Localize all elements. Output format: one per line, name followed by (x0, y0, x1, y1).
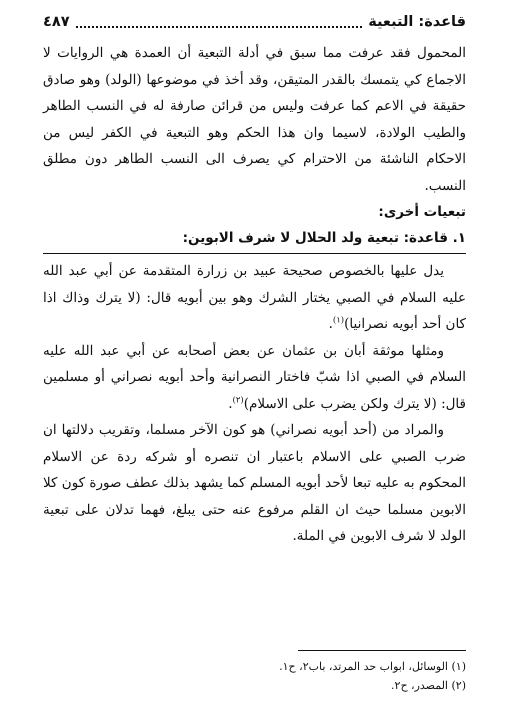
footnote-ref[interactable]: (٢) (232, 395, 244, 405)
page-number: ٤٨٧ (43, 14, 70, 30)
running-header (43, 6, 466, 32)
text-line: دلالتها ان ضرب الصبي على الاسلام باعتبار ان تنصره أو شركه ردة عن (43, 422, 467, 465)
rule-heading-text: ١. قاعدة: تبعية ولد الحلال لا شرف الابوين: (182, 230, 466, 246)
text-line: صورة كون كلا الابوين مسلما حيث ان القلم مرفوع عنه حتى يبلغ، فهما (43, 475, 466, 518)
text-line: من الاحكام الناشئة من الاحترام كي يصرف الى النسب الطاهر دون (43, 124, 466, 167)
header-dotted-leader (76, 25, 363, 28)
text-line: الله عليه السلام في الصبي يختار الشرك وهو بين أبويه قال: (لا يترك وذاك اذا كان (43, 263, 466, 332)
footnotes (43, 657, 466, 695)
text-line: ومثلها موثقة أبان بن عثمان عن بعض أصحابه عن أبي عبد الله عليه السلام (43, 342, 467, 385)
heading-underline (43, 253, 466, 254)
text-line: المحمول فقد عرفت مما سبق في أدلة التبعية أن العمدة هي الروايات لا (43, 45, 466, 61)
text-line: الاجماع كي يتمسك بالقدر المتيقن، وقد أخذ في موضوعها (الولد) وهو (79, 71, 467, 88)
paragraph-evidence-2 (43, 338, 466, 418)
footnote-item: (١) الوسائل، ابواب حد المرتد، باب٢، ح١. (279, 660, 466, 673)
text-line: مطلق النسب. (43, 151, 466, 194)
paragraph-evidence-1 (43, 258, 466, 338)
text-line: أحد أبويه نصرانيا) (344, 316, 442, 332)
sentence-end: . (328, 316, 333, 332)
sentence-end: . (228, 395, 233, 412)
section-heading: تبعيات أخرى: (378, 204, 466, 220)
paragraph-explanation (43, 417, 466, 550)
running-title: قاعدة: التبعية (368, 14, 466, 30)
text-line: في الصبي اذا شبّ فاختار النصرانية وأحد أبويه نصراني أو مسلمين قال: (43, 369, 466, 412)
text-line: الطاهر والطيب الولادة، لاسيما وان هذا الحكم وهو التبعية في الكفر ليس (43, 98, 466, 141)
paragraph-continuation (43, 40, 466, 199)
text-line: تدلان على تبعية الولد لا شرف الابوين في الملة. (43, 501, 466, 544)
main-text (43, 40, 466, 550)
footnote-item: (٢) المصدر، ح٢. (391, 679, 466, 692)
text-line: والمراد من (أحد أبويه نصراني) هو كون الآخر مسلما، وتقريب (98, 422, 444, 438)
text-line: يدل عليها بالخصوص صحيحة عبيد بن زرارة المتقدمة عن أبي عبد (68, 263, 444, 279)
footnote-ref[interactable]: (١) (332, 315, 345, 326)
text-line: الاسلام المحكوم به عليه تبعا لأحد أبويه المسلم كما يشهد بذلك عطف (43, 448, 466, 491)
footnote-separator (298, 650, 466, 651)
text-line: صادق حقيقة في الاعم كما عرفت وليس من قرائن صارفة له في النسب (43, 71, 466, 114)
rule-heading (43, 225, 466, 254)
text-line: (لا يترك ولكن يضرب على الاسلام) (243, 395, 437, 412)
